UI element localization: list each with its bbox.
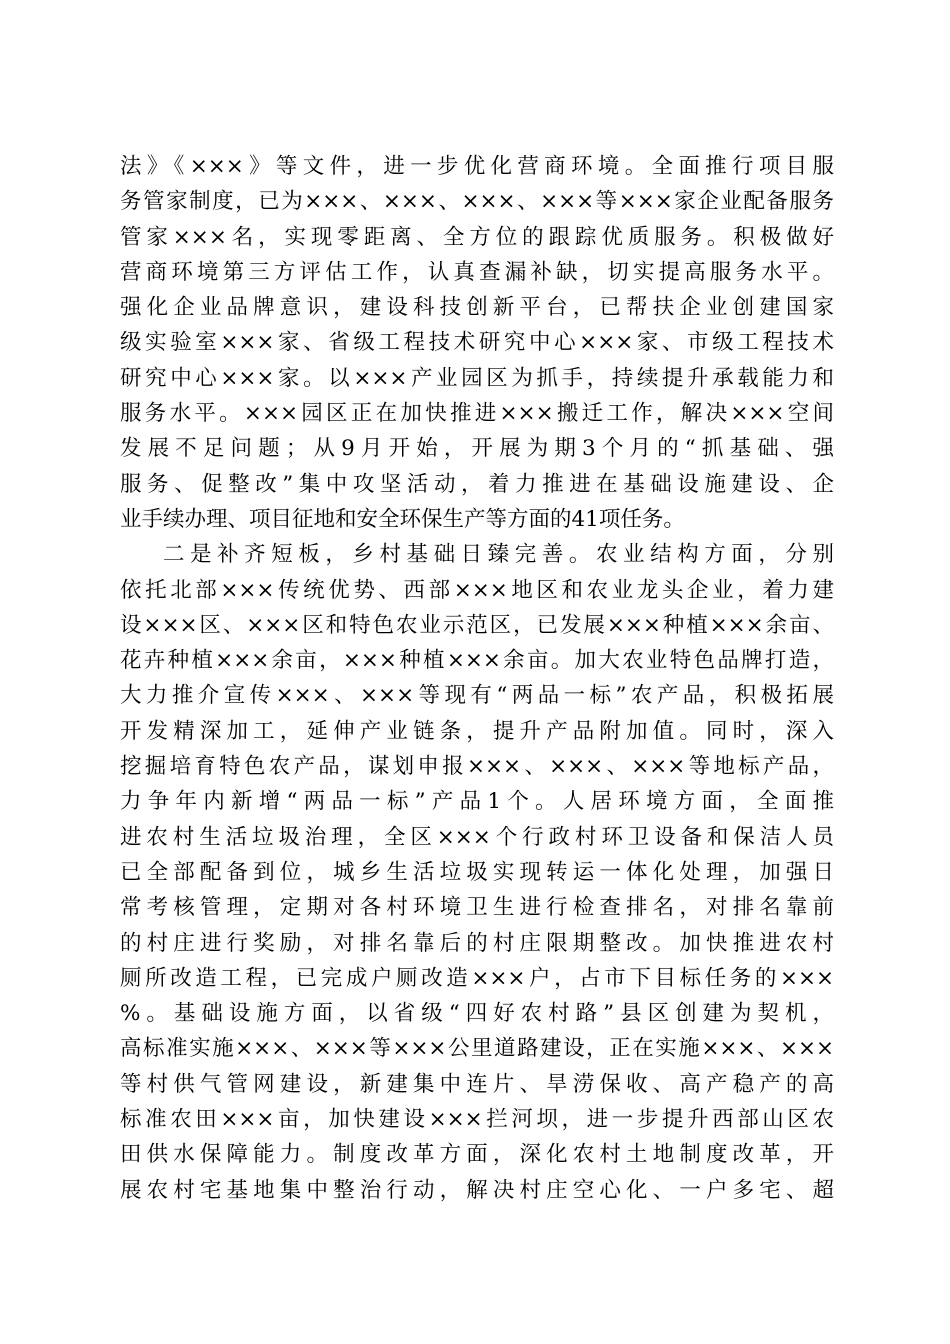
text-line: 高标准实施×××、×××等×××公里道路建设，正在实施×××、××× (120, 1036, 834, 1062)
paragraph-1 (120, 149, 834, 537)
text-line: 等村供气管网建设，新建集中连片、旱涝保收、高产稳产的高 (120, 1071, 834, 1097)
text-line: 设×××区、×××区和特色农业示范区，已发展×××种植×××余亩、 (120, 612, 834, 638)
text-line: 二是补齐短板，乡村基础日臻完善。农业结构方面，分别 (163, 542, 834, 568)
text-line: 田供水保障能力。制度改革方面，深化农村土地制度改革，开 (120, 1142, 834, 1168)
text-line: 服务水平。×××园区正在加快推进×××搬迁工作，解决×××空间 (120, 401, 834, 427)
text-line: 挖掘培育特色农产品，谋划申报×××、×××、×××等地标产品， (120, 754, 834, 780)
text-line: 法》《×××》等文件，进一步优化营商环境。全面推行项目服 (120, 154, 834, 179)
text-line: 级实验室×××家、省级工程技术研究中心×××家、市级工程技术 (120, 330, 834, 356)
body-text (120, 149, 834, 1208)
text-line: 力争年内新增“两品一标”产品1个。人居环境方面，全面推 (120, 789, 834, 815)
text-line: 大力推介宣传×××、×××等现有“两品一标”农产品，积极拓展 (120, 683, 834, 709)
text-line: 已全部配备到位，城乡生活垃圾实现转运一体化处理，加强日 (120, 859, 834, 885)
text-line: 开发精深加工，延伸产业链条，提升产品附加值。同时，深入 (120, 718, 834, 744)
text-line: 花卉种植×××余亩，×××种植×××余亩。加大农业特色品牌打造， (120, 648, 834, 674)
text-line: 研究中心×××家。以×××产业园区为抓手，持续提升承载能力和 (120, 365, 834, 391)
text-line: 依托北部×××传统优势、西部×××地区和农业龙头企业，着力建 (120, 577, 834, 603)
text-line: 服务、促整改”集中攻坚活动，着力推进在基础设施建设、企 (120, 471, 834, 497)
text-line: 管家×××名，实现零距离、全方位的跟踪优质服务。积极做好 (120, 224, 834, 250)
text-line: 展农村宅基地集中整治行动，解决村庄空心化、一户多宅、超 (120, 1177, 834, 1203)
text-line: 强化企业品牌意识，建设科技创新平台，已帮扶企业创建国家 (120, 295, 834, 321)
text-line: %。基础设施方面，以省级“四好农村路”县区创建为契机， (120, 1001, 834, 1027)
text-line: 进农村生活垃圾治理，全区×××个行政村环卫设备和保洁人员 (120, 824, 834, 850)
text-line: 常考核管理，定期对各村环境卫生进行检查排名，对排名靠前 (120, 895, 834, 921)
text-line: 营商环境第三方评估工作，认真查漏补缺，切实提高服务水平。 (120, 259, 834, 285)
text-line: 发展不足问题；从9月开始，开展为期3个月的“抓基础、强 (120, 436, 834, 462)
text-line: 的村庄进行奖励，对排名靠后的村庄限期整改。加快推进农村 (120, 930, 834, 956)
text-line: 业手续办理、项目征地和安全环保生产等方面的41项任务。 (120, 506, 685, 532)
text-line: 务管家制度，已为×××、×××、×××、×××等×××家企业配备服务 (120, 189, 834, 215)
paragraph-2 (120, 537, 834, 1208)
text-line: 标准农田×××亩，加快建设×××拦河坝，进一步提升西部山区农 (120, 1107, 834, 1133)
text-line: 厕所改造工程，已完成户厕改造×××户，占市下目标任务的××× (120, 965, 834, 991)
